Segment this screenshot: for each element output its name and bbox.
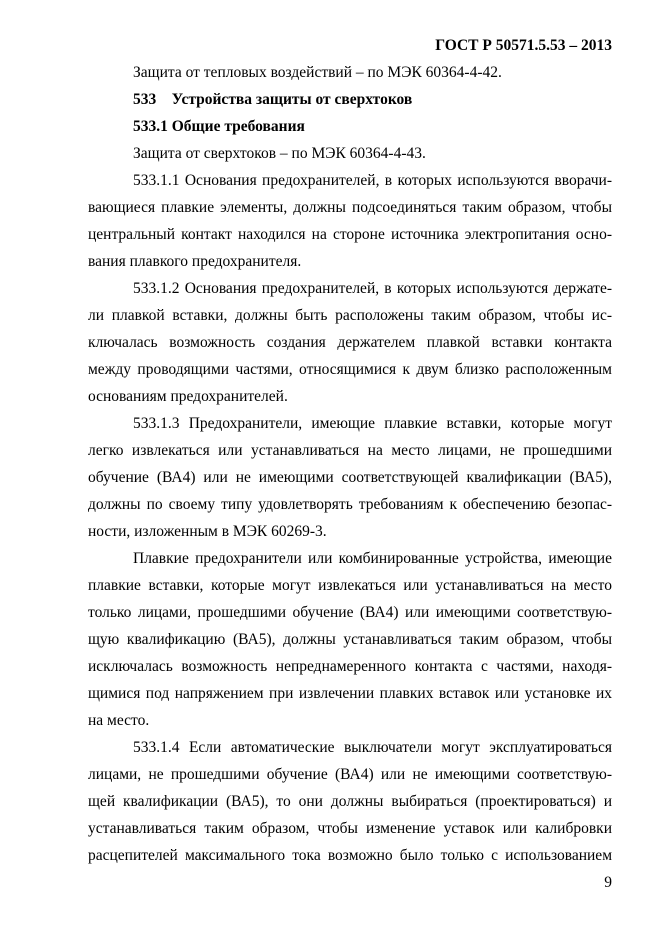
text-line: лицами, не прошедшими обучение (ВА4) или не имеющими соответствую- bbox=[88, 766, 612, 783]
text-line: основаниям предохранителей. bbox=[88, 388, 288, 405]
text-line: 533 Устройства защиты от сверхтоков bbox=[133, 91, 413, 108]
text-line: ности, изложенным в МЭК 60269-3. bbox=[88, 523, 327, 540]
text-line: щую квалификацию (ВА5), должны устанавливаться таким образом, чтобы bbox=[88, 631, 612, 648]
text-line: 533.1.4 Если автоматические выключатели могут эксплуатироваться bbox=[133, 739, 612, 756]
text-line: обучение (ВА4) или не имеющими соответствующей квалификации (ВА5), bbox=[88, 469, 612, 486]
paragraph bbox=[88, 275, 612, 410]
text-line: центральный контакт находился на стороне источника электропитания осно- bbox=[88, 226, 612, 243]
document-body bbox=[88, 59, 612, 869]
page-content bbox=[88, 32, 612, 896]
paragraph bbox=[88, 167, 612, 275]
text-line: 533.1.3 Предохранители, имеющие плавкие вставки, которые могут bbox=[133, 415, 612, 432]
text-line: только лицами, прошедшими обучение (ВА4) или имеющими соответствую- bbox=[88, 604, 612, 621]
paragraph bbox=[88, 140, 612, 167]
section-heading bbox=[88, 113, 612, 140]
text-line: плавкие вставки, которые могут извлекаться или устанавливаться на место bbox=[88, 577, 612, 594]
text-line: Плавкие предохранители или комбинированные устройства, имеющие bbox=[133, 550, 612, 567]
text-line: Защита от тепловых воздействий – по МЭК 60364-4-42. bbox=[133, 64, 502, 81]
document-header: ГОСТ Р 50571.5.53 – 2013 bbox=[435, 37, 612, 54]
paragraph bbox=[88, 410, 612, 545]
text-line: вания плавкого предохранителя. bbox=[88, 253, 302, 270]
text-line: ли плавкой вставки, должны быть расположены таким образом, чтобы ис- bbox=[88, 307, 612, 324]
text-line: 533.1 Общие требования bbox=[133, 118, 305, 135]
text-line: 533.1.2 Основания предохранителей, в которых используются держате- bbox=[133, 280, 612, 297]
section-heading bbox=[88, 86, 612, 113]
text-line: щей квалификации (ВА5), то они должны выбираться (проектироваться) и bbox=[88, 793, 612, 810]
text-line: между проводящими частями, относящимися к двум близко расположенным bbox=[88, 361, 612, 378]
text-line: легко извлекаться или устанавливаться на место лицами, не прошедшими bbox=[88, 442, 612, 459]
text-line: устанавливаться таким образом, чтобы изменение уставок или калибровки bbox=[88, 820, 612, 837]
paragraph bbox=[88, 545, 612, 734]
paragraph bbox=[88, 734, 612, 869]
page-number: 9 bbox=[604, 874, 612, 891]
text-line: Защита от сверхтоков – по МЭК 60364-4-43. bbox=[133, 145, 426, 162]
text-line: вающиеся плавкие элементы, должны подсоединяться таким образом, чтобы bbox=[88, 199, 612, 216]
text-line: должны по своему типу удовлетворять требованиям к обеспечению безопас- bbox=[88, 496, 612, 513]
text-line: исключалась возможность непреднамеренного контакта с частями, находя- bbox=[88, 658, 612, 675]
text-line: на место. bbox=[88, 712, 150, 729]
paragraph bbox=[88, 59, 612, 86]
text-line: 533.1.1 Основания предохранителей, в которых используются вворачи- bbox=[133, 172, 612, 189]
text-line: щимися под напряжением при извлечении плавких вставок или установке их bbox=[88, 685, 612, 702]
text-line: ключалась возможность создания держателем плавкой вставки контакта bbox=[88, 334, 612, 351]
text-line: расцепителей максимального тока возможно было только с использованием bbox=[88, 847, 612, 864]
